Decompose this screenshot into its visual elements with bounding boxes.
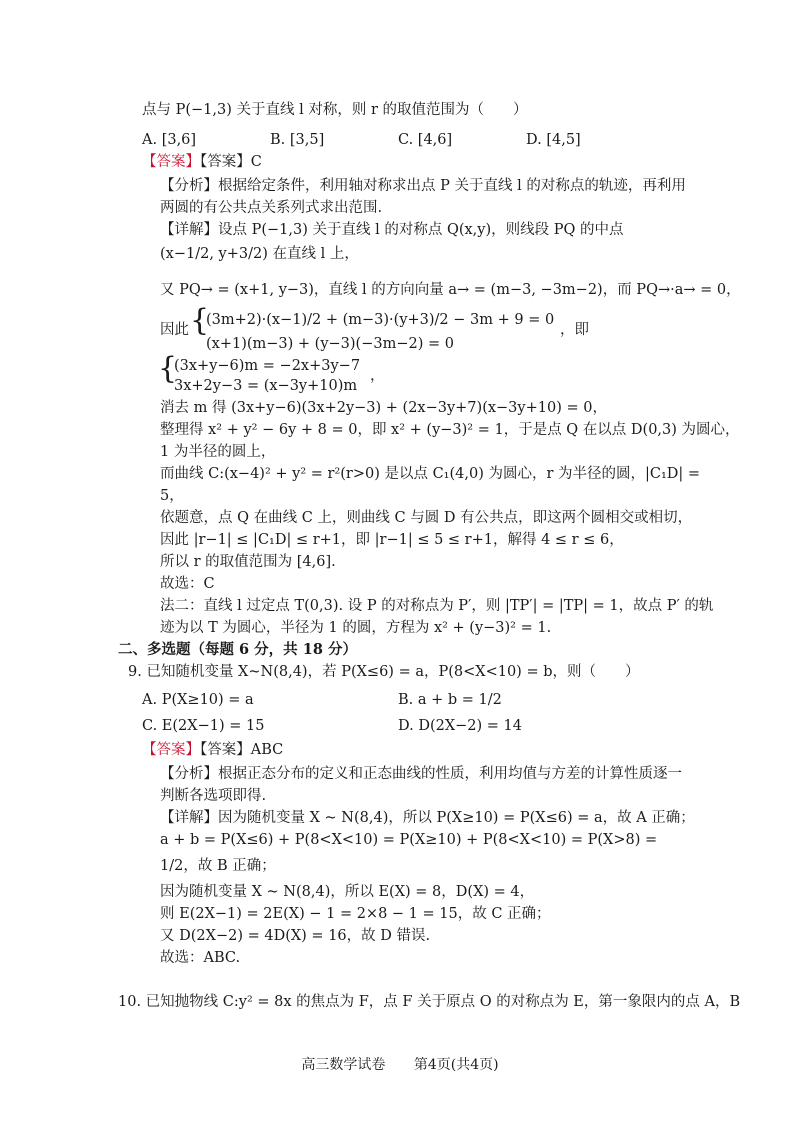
q8-system2-eq2: 3x+2y−3 = (x−3y+10)m <box>174 378 358 394</box>
q9-detail-3: 1/2，故 B 正确； <box>160 858 276 874</box>
q8-system-brace-1: { <box>190 303 210 338</box>
q10-stem: 10. 已知抛物线 C:y² = 8x 的焦点为 F，点 F 关于原点 O 的对称点为 E，第一象限内的点 A，B <box>118 994 741 1010</box>
q8-system1-eq2: (x+1)(m−3) + (y−3)(−3m−2) = 0 <box>206 336 454 352</box>
q8-system2-eq1: (3x+y−6)m = −2x+3y−7 <box>174 358 361 374</box>
q9-stem: 9. 已知随机变量 X~N(8,4)，若 P(X≤6) = a，P(8<X<10) = b，则（ ） <box>128 664 640 680</box>
q8-option-a: A. [3,6] <box>142 132 197 148</box>
q8-detail-range: 所以 r 的取值范围为 [4,6]. <box>160 554 336 570</box>
q8-option-d: D. [4,5] <box>526 132 581 148</box>
footer-exam-title: 高三数学试卷 <box>301 1057 386 1073</box>
footer-page-number: 第4页(共4页) <box>413 1057 499 1073</box>
q9-detail-2: a + b = P(X≤6) + P(8<X<10) = P(X≥10) + P(8<X<10) = P(X>8) = <box>160 832 658 848</box>
q8-system2-comma: ， <box>370 368 385 384</box>
q8-detail-meaning: 依题意，点 Q 在曲线 C 上，则曲线 C 与圆 D 有公共点，即这两个圆相交或相切， <box>160 510 693 526</box>
q8-detail-ie: ，即 <box>560 322 589 338</box>
q9-option-c: C. E(2X−1) = 15 <box>142 718 265 734</box>
q8-detail-curve: 而曲线 C:(x−4)² + y² = r²(r>0) 是以点 C₁(4,0) 为圆心，r 为半径的圆，|C₁D| = <box>160 466 701 482</box>
q9-answer <box>142 740 283 760</box>
q8-detail-simplify: 整理得 x² + y² − 6y + 8 = 0，即 x² + (y−3)² = 1，于是点 Q 在以点 D(0,3) 为圆心， <box>160 422 740 438</box>
q9-option-b: B. a + b = 1/2 <box>398 692 502 708</box>
q8-system-brace-2: { <box>158 351 178 386</box>
q8-detail-3: 又 PQ→ = (x+1, y−3)，直线 l 的方向向量 a→ = (m−3, −3m−2)，而 PQ→·a→ = 0， <box>160 282 741 298</box>
q8-detail-five: 5， <box>160 488 184 504</box>
q8-detail-choose: 故选：C <box>160 576 215 592</box>
q8-detail-2: (x−1/2, y+3/2) 在直线 l 上， <box>160 246 359 262</box>
q8-method2-2: 迹为以 T 为圆心，半径为 1 的圆，方程为 x² + (y−3)² = 1. <box>160 620 552 636</box>
q8-stem-tail: 点与 P(−1,3) 关于直线 l 对称，则 r 的取值范围为（ ） <box>142 102 528 118</box>
section-title-multi-choice: 二、多选题（每题 6 分，共 18 分） <box>118 641 357 658</box>
q8-option-b: B. [3,5] <box>270 132 325 148</box>
q9-option-a: A. P(X≥10) = a <box>142 692 254 708</box>
q8-detail-radius: 1 为半径的圆上， <box>160 444 276 460</box>
q8-method2-1: 法二：直线 l 过定点 T(0,3). 设 P 的对称点为 P′，则 |TP′| = |TP| = 1，故点 P′ 的轨 <box>160 598 714 614</box>
q8-detail-since: 因此 <box>160 322 189 338</box>
q8-answer-tag: 【答案】 <box>142 154 200 170</box>
q8-analysis-2: 两圆的有公共点关系列式求出范围. <box>160 200 383 216</box>
q8-system1-eq1: (3m+2)·(x−1)/2 + (m−3)·(y+3)/2 − 3m + 9 = 0 <box>206 312 555 328</box>
q9-analysis-1: 【分析】根据正态分布的定义和正态曲线的性质，利用均值与方差的计算性质逐一 <box>160 766 682 782</box>
q8-detail-1: 【详解】设点 P(−1,3) 关于直线 l 的对称点 Q(x,y)，则线段 PQ 的中点 <box>160 222 624 238</box>
q8-answer-text: 【答案】C <box>200 154 262 170</box>
q9-answer-tag: 【答案】 <box>142 742 200 758</box>
q9-analysis-2: 判断各选项即得. <box>160 788 267 804</box>
q8-detail-therefore: 因此 |r−1| ≤ |C₁D| ≤ r+1，即 |r−1| ≤ 5 ≤ r+1，解得 4 ≤ r ≤ 6， <box>160 532 624 548</box>
q8-option-c: C. [4,6] <box>398 132 453 148</box>
q9-detail-6: 又 D(2X−2) = 4D(X) = 16，故 D 错误. <box>160 928 431 944</box>
q8-answer <box>142 152 262 172</box>
q9-detail-7: 故选：ABC. <box>160 950 241 966</box>
q8-detail-eliminate: 消去 m 得 (3x+y−6)(3x+2y−3) + (2x−3y+7)(x−3y+10) = 0， <box>160 400 607 416</box>
q9-detail-1: 【详解】因为随机变量 X ~ N(8,4)，所以 P(X≥10) = P(X≤6) = a，故 A 正确； <box>160 810 695 826</box>
q9-answer-text: 【答案】ABC <box>200 742 284 758</box>
q8-analysis-1: 【分析】根据给定条件，利用轴对称求出点 P 关于直线 l 的对称点的轨迹，再利用 <box>160 178 686 194</box>
q9-option-d: D. D(2X−2) = 14 <box>398 718 523 734</box>
q9-detail-4: 因为随机变量 X ~ N(8,4)，所以 E(X) = 8，D(X) = 4， <box>160 884 535 900</box>
page-footer <box>0 1054 800 1074</box>
q9-detail-5: 则 E(2X−1) = 2E(X) − 1 = 2×8 − 1 = 15，故 C 正确； <box>160 906 551 922</box>
